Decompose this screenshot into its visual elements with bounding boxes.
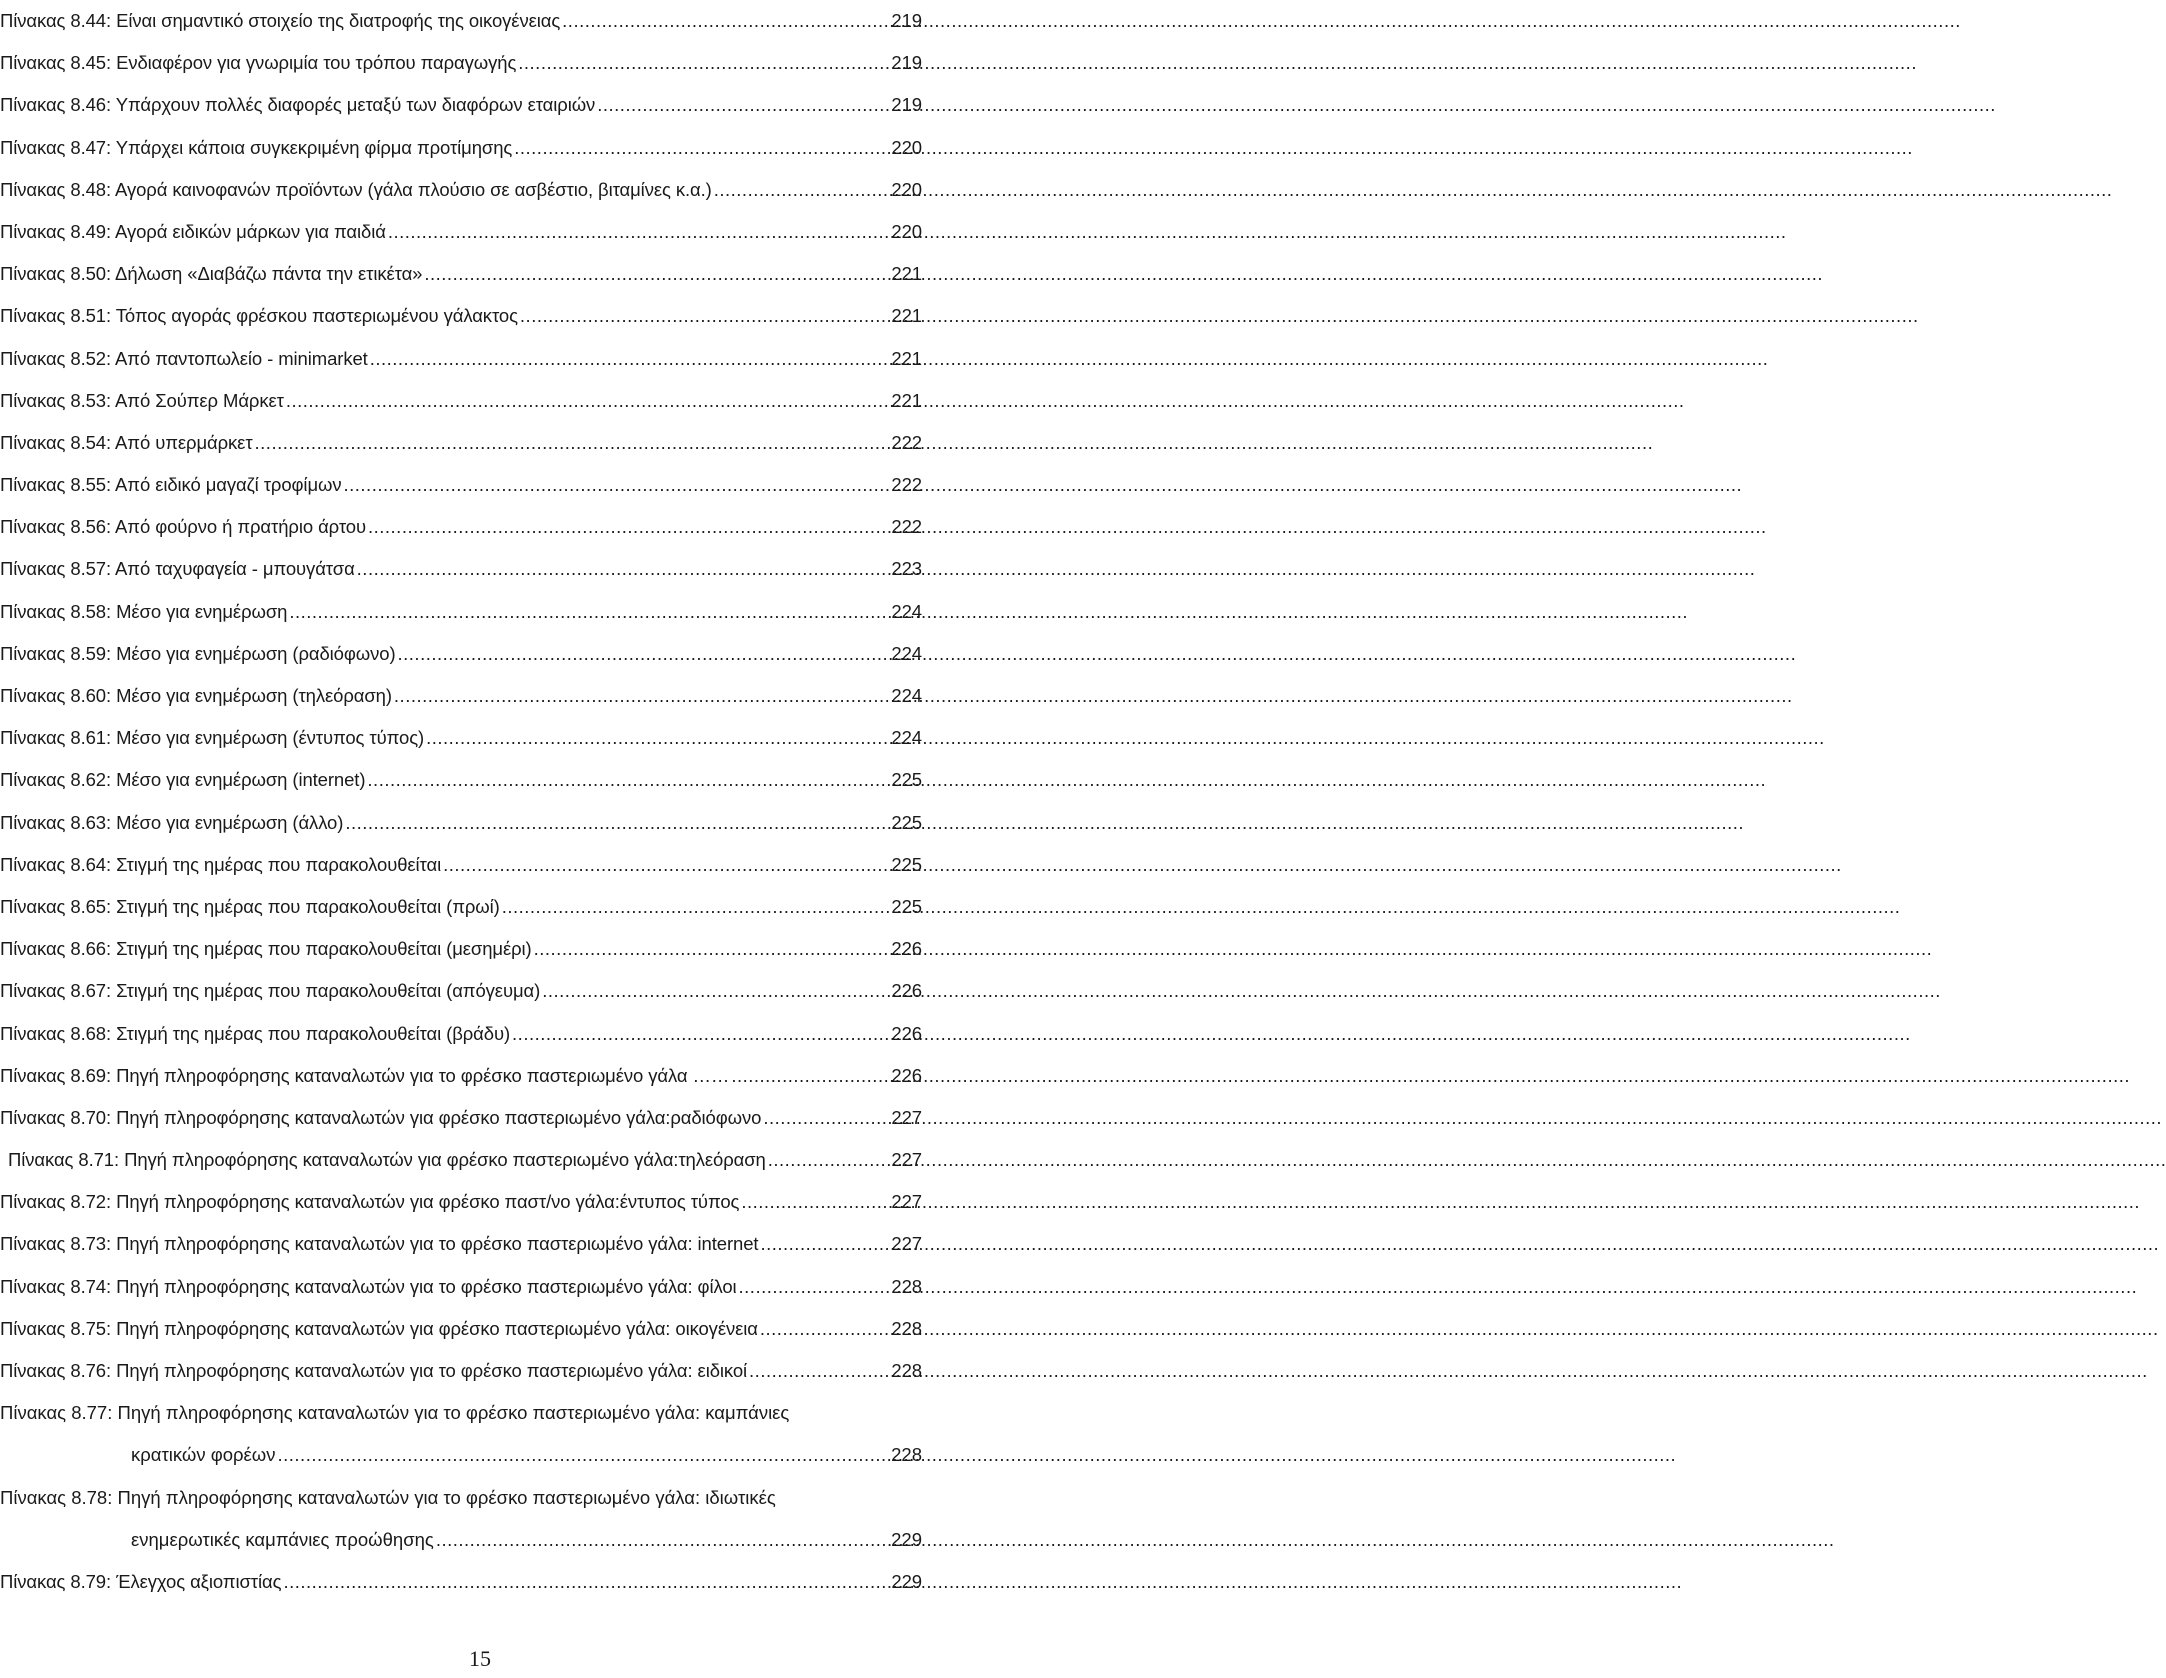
dot-leader <box>502 886 890 928</box>
toc-entry[interactable] <box>0 970 922 1012</box>
toc-entry-page: 221 <box>891 389 922 411</box>
toc-entry-label: Πίνακας 8.50: Δήλωση «Διαβάζω πάντα την ετικέτα» <box>0 263 423 285</box>
toc-entry-page: 222 <box>891 516 922 538</box>
toc-entry-page: 222 <box>891 431 922 453</box>
toc-entry-label: Πίνακας 8.69: Πηγή πληροφόρησης καταναλωτών για το φρέσκο παστεριωμένο γάλα …… <box>0 1064 730 1086</box>
toc-entry-label: Πίνακας 8.58: Μέσο για ενημέρωση <box>0 600 288 622</box>
toc-entry-label: Πίνακας 8.45: Ενδιαφέρον για γνωριμία του τρόπου παραγωγής <box>0 52 517 74</box>
toc-entry[interactable] <box>0 886 922 928</box>
dot-leader <box>345 802 889 844</box>
toc-entry-label: Πίνακας 8.71: Πηγή πληροφόρησης καταναλωτών για φρέσκο παστεριωμένο γάλα:τηλεόραση <box>8 1149 766 1171</box>
dot-leader <box>763 1097 889 1139</box>
toc-entry-label: Πίνακας 8.72: Πηγή πληροφόρησης καταναλωτών για φρέσκο παστ/νο γάλα:έντυπος τύπος <box>0 1191 740 1213</box>
toc-entry[interactable] <box>0 464 922 506</box>
toc-entry-page: 220 <box>891 136 922 158</box>
toc-entry-label: Πίνακας 8.55: Από ειδικό μαγαζί τροφίμων <box>0 474 342 496</box>
dot-leader <box>739 1266 890 1308</box>
toc-entry-page: 221 <box>891 305 922 327</box>
dot-leader <box>357 548 890 590</box>
toc-entry-8-77[interactable] <box>0 1392 922 1476</box>
toc-entry-page: 221 <box>891 347 922 369</box>
toc-entry-8-78[interactable] <box>0 1477 922 1561</box>
toc-entry[interactable] <box>0 1350 922 1392</box>
toc-entry-page: 229 <box>891 1570 922 1592</box>
dot-leader <box>255 422 890 464</box>
toc-entry-label: Πίνακας 8.60: Μέσο για ενημέρωση (τηλεόραση) <box>0 685 392 706</box>
dot-leader <box>398 633 890 675</box>
dot-leader <box>520 295 890 337</box>
toc-entry-page: 226 <box>891 980 922 1002</box>
dot-leader <box>518 42 889 84</box>
dot-leader <box>514 127 889 169</box>
toc-entry-label: Πίνακας 8.65: Στιγμή της ημέρας που παρακολουθείται (πρωί) <box>0 895 500 917</box>
toc-entry-label: Πίνακας 8.70: Πηγή πληροφόρησης καταναλωτών για φρέσκο παστεριωμένο γάλα:ραδιόφωνο <box>0 1106 762 1128</box>
dot-leader <box>760 1308 890 1350</box>
toc-entry-label: Πίνακας 8.48: Αγορά καινοφανών προϊόντων (γάλα πλούσιο σε ασβέστιο, βιταμίνες κ.α.) <box>0 178 712 200</box>
toc-entry-label: Πίνακας 8.57: Από ταχυφαγεία - μπουγάτσα <box>0 558 355 580</box>
toc-entry-label-continued: κρατικών φορέων <box>131 1444 276 1466</box>
toc-entry[interactable] <box>0 1139 922 1181</box>
toc-entry-label: Πίνακας 8.62: Μέσο για ενημέρωση (internet) <box>0 769 366 791</box>
toc-entry-label: Πίνακας 8.44: Είναι σημαντικό στοιχείο της διατροφής της οικογένειας <box>0 10 561 31</box>
dot-leader <box>278 1434 890 1476</box>
toc-entry-page: 219 <box>891 52 922 74</box>
toc-entry-page: 228 <box>891 1444 922 1466</box>
toc-entry-label: Πίνακας 8.75: Πηγή πληροφόρησης καταναλωτών για φρέσκο παστεριωμένο γάλα: οικογένεια <box>0 1317 758 1339</box>
toc-entry-label: Πίνακας 8.56: Από φούρνο ή πρατήριο άρτου <box>0 516 366 538</box>
toc-entry[interactable] <box>0 759 922 801</box>
toc-entry-label: Πίνακας 8.79: Έλεγχος αξιοπιστίας <box>0 1570 282 1592</box>
toc-entry-page: 227 <box>891 1106 922 1128</box>
toc-entry[interactable] <box>0 253 922 295</box>
toc-entry-label: Πίνακας 8.54: Από υπερμάρκετ <box>0 431 253 453</box>
dot-leader <box>731 1055 889 1097</box>
toc-entry-label: Πίνακας 8.53: Από Σούπερ Μάρκετ <box>0 389 284 411</box>
toc-entry[interactable] <box>0 802 922 844</box>
toc-entry[interactable] <box>0 1055 922 1097</box>
dot-leader <box>749 1350 889 1392</box>
toc-entry-page: 224 <box>891 642 922 664</box>
dot-leader <box>424 253 889 295</box>
dot-leader <box>283 1561 889 1603</box>
toc-entry-page: 227 <box>891 1191 922 1213</box>
toc-entry[interactable] <box>0 1308 922 1350</box>
toc-entry[interactable] <box>0 506 922 548</box>
toc-entry[interactable] <box>0 591 922 633</box>
dot-leader <box>370 338 890 380</box>
toc-entry-page: 225 <box>891 895 922 917</box>
toc-entry-label: Πίνακας 8.66: Στιγμή της ημέρας που παρακολουθείται (μεσημέρι) <box>0 938 532 960</box>
toc-entry-8-79[interactable] <box>0 1561 922 1603</box>
dot-leader <box>286 380 890 422</box>
toc-entry-page: 228 <box>891 1360 922 1381</box>
toc-entry[interactable] <box>0 42 922 84</box>
toc-entry[interactable] <box>0 1223 922 1265</box>
toc-entry-page: 229 <box>891 1528 922 1550</box>
toc-entry[interactable] <box>0 928 922 970</box>
dot-leader <box>714 169 890 211</box>
toc-entry-label: Πίνακας 8.51: Τόπος αγοράς φρέσκου παστεριωμένου γάλακτος <box>0 305 518 327</box>
toc-entry[interactable] <box>0 84 922 126</box>
toc-entry-label: Πίνακας 8.46: Υπάρχουν πολλές διαφορές μεταξύ των διαφόρων εταιριών <box>0 94 596 116</box>
toc-entry-label: Πίνακας 8.73: Πηγή πληροφόρησης καταναλωτών για το φρέσκο παστεριωμένο γάλα: internet <box>0 1233 759 1255</box>
toc-entry[interactable] <box>0 717 922 759</box>
dot-leader <box>394 675 890 717</box>
toc-entry[interactable] <box>0 127 922 169</box>
toc-entry[interactable] <box>0 1013 922 1055</box>
toc-entry-label: Πίνακας 8.76: Πηγή πληροφόρησης καταναλωτών για το φρέσκο παστεριωμένο γάλα: ειδικοί <box>0 1360 748 1381</box>
toc-entry-label: Πίνακας 8.61: Μέσο για ενημέρωση (έντυπος τύπος) <box>0 727 425 749</box>
dot-leader <box>534 928 890 970</box>
toc-entry-page: 224 <box>891 727 922 749</box>
toc-entry[interactable] <box>0 844 922 886</box>
toc-entry-page: 221 <box>891 263 922 285</box>
toc-entry-page: 228 <box>891 1275 922 1297</box>
toc-entry-label: Πίνακας 8.47: Υπάρχει κάποια συγκεκριμένη φίρμα προτίμησης <box>0 136 513 158</box>
dot-leader <box>426 717 889 759</box>
toc-entry[interactable] <box>0 338 922 380</box>
toc-entry-label-continued: ενημερωτικές καμπάνιες προώθησης <box>131 1528 434 1550</box>
toc-entry-page: 219 <box>891 94 922 116</box>
dot-leader <box>388 211 890 253</box>
toc-entry-label: Πίνακας 8.49: Αγορά ειδικών μάρκων για παιδιά <box>0 220 386 242</box>
toc-entry[interactable] <box>0 295 922 337</box>
toc-entry-label: Πίνακας 8.68: Στιγμή της ημέρας που παρακολουθείται (βράδυ) <box>0 1022 511 1044</box>
toc-entry[interactable] <box>0 211 922 253</box>
dot-leader <box>436 1519 889 1561</box>
dot-leader <box>542 970 889 1012</box>
dot-leader <box>512 1013 889 1055</box>
toc-entry-page: 227 <box>891 1233 922 1255</box>
toc-entry-label: Πίνακας 8.64: Στιγμή της ημέρας που παρακολουθείται <box>0 853 442 875</box>
toc-entry-page: 225 <box>891 769 922 791</box>
toc-entry[interactable] <box>0 1097 922 1139</box>
toc-entry[interactable] <box>0 1181 922 1223</box>
toc-entry-label: Πίνακας 8.59: Μέσο για ενημέρωση (ραδιόφωνο) <box>0 642 396 664</box>
toc-entry-page: 226 <box>891 1022 922 1044</box>
page-number: 15 <box>469 1646 491 1671</box>
dot-leader <box>344 464 890 506</box>
toc-entry-label: Πίνακας 8.52: Από παντοπωλείο - minimarket <box>0 347 368 369</box>
dot-leader <box>289 591 889 633</box>
toc-entry-page: 226 <box>891 938 922 960</box>
dot-leader <box>367 759 889 801</box>
toc-entry-label: Πίνακας 8.74: Πηγή πληροφόρησης καταναλωτών για το φρέσκο παστεριωμένο γάλα: φίλοι <box>0 1275 737 1297</box>
toc-entry-page: 224 <box>891 600 922 622</box>
toc-entry[interactable] <box>0 633 922 675</box>
toc-entry-page: 224 <box>891 685 922 706</box>
toc-entry-page: 225 <box>891 853 922 875</box>
toc-entry-page: 220 <box>891 220 922 242</box>
dot-leader <box>597 84 889 126</box>
toc-entry-page: 226 <box>891 1064 922 1086</box>
toc-entry[interactable] <box>0 548 922 590</box>
toc-entry[interactable] <box>0 675 922 717</box>
document-page <box>0 0 960 1678</box>
toc-entry-label: Πίνακας 8.78: Πηγή πληροφόρησης καταναλωτών για το φρέσκο παστεριωμένο γάλα: ιδιωτικές <box>0 1486 776 1508</box>
toc-entry-page: 220 <box>891 178 922 200</box>
list-of-tables <box>0 0 922 1603</box>
dot-leader <box>768 1139 890 1181</box>
toc-entry-page: 222 <box>891 474 922 496</box>
dot-leader <box>368 506 889 548</box>
toc-entry[interactable] <box>0 1266 922 1308</box>
toc-entry-page: 228 <box>891 1317 922 1339</box>
toc-entry[interactable] <box>0 169 922 211</box>
toc-entry[interactable] <box>0 380 922 422</box>
dot-leader <box>760 1223 889 1265</box>
dot-leader <box>562 0 889 42</box>
toc-entry-label: Πίνακας 8.77: Πηγή πληροφόρησης καταναλωτών για το φρέσκο παστεριωμένο γάλα: καμπάνιες <box>0 1402 790 1424</box>
toc-entry-page: 223 <box>891 558 922 580</box>
toc-entry-label: Πίνακας 8.63: Μέσο για ενημέρωση (άλλο) <box>0 811 344 833</box>
toc-entry-page: 219 <box>891 10 922 31</box>
toc-entry-page: 227 <box>891 1149 922 1171</box>
toc-entry-page: 225 <box>891 811 922 833</box>
toc-entry-label: Πίνακας 8.67: Στιγμή της ημέρας που παρακολουθείται (απόγευμα) <box>0 980 541 1002</box>
toc-entries <box>0 0 922 1392</box>
toc-entry[interactable] <box>0 422 922 464</box>
toc-entry[interactable] <box>0 0 922 42</box>
dot-leader <box>741 1181 889 1223</box>
dot-leader <box>443 844 889 886</box>
